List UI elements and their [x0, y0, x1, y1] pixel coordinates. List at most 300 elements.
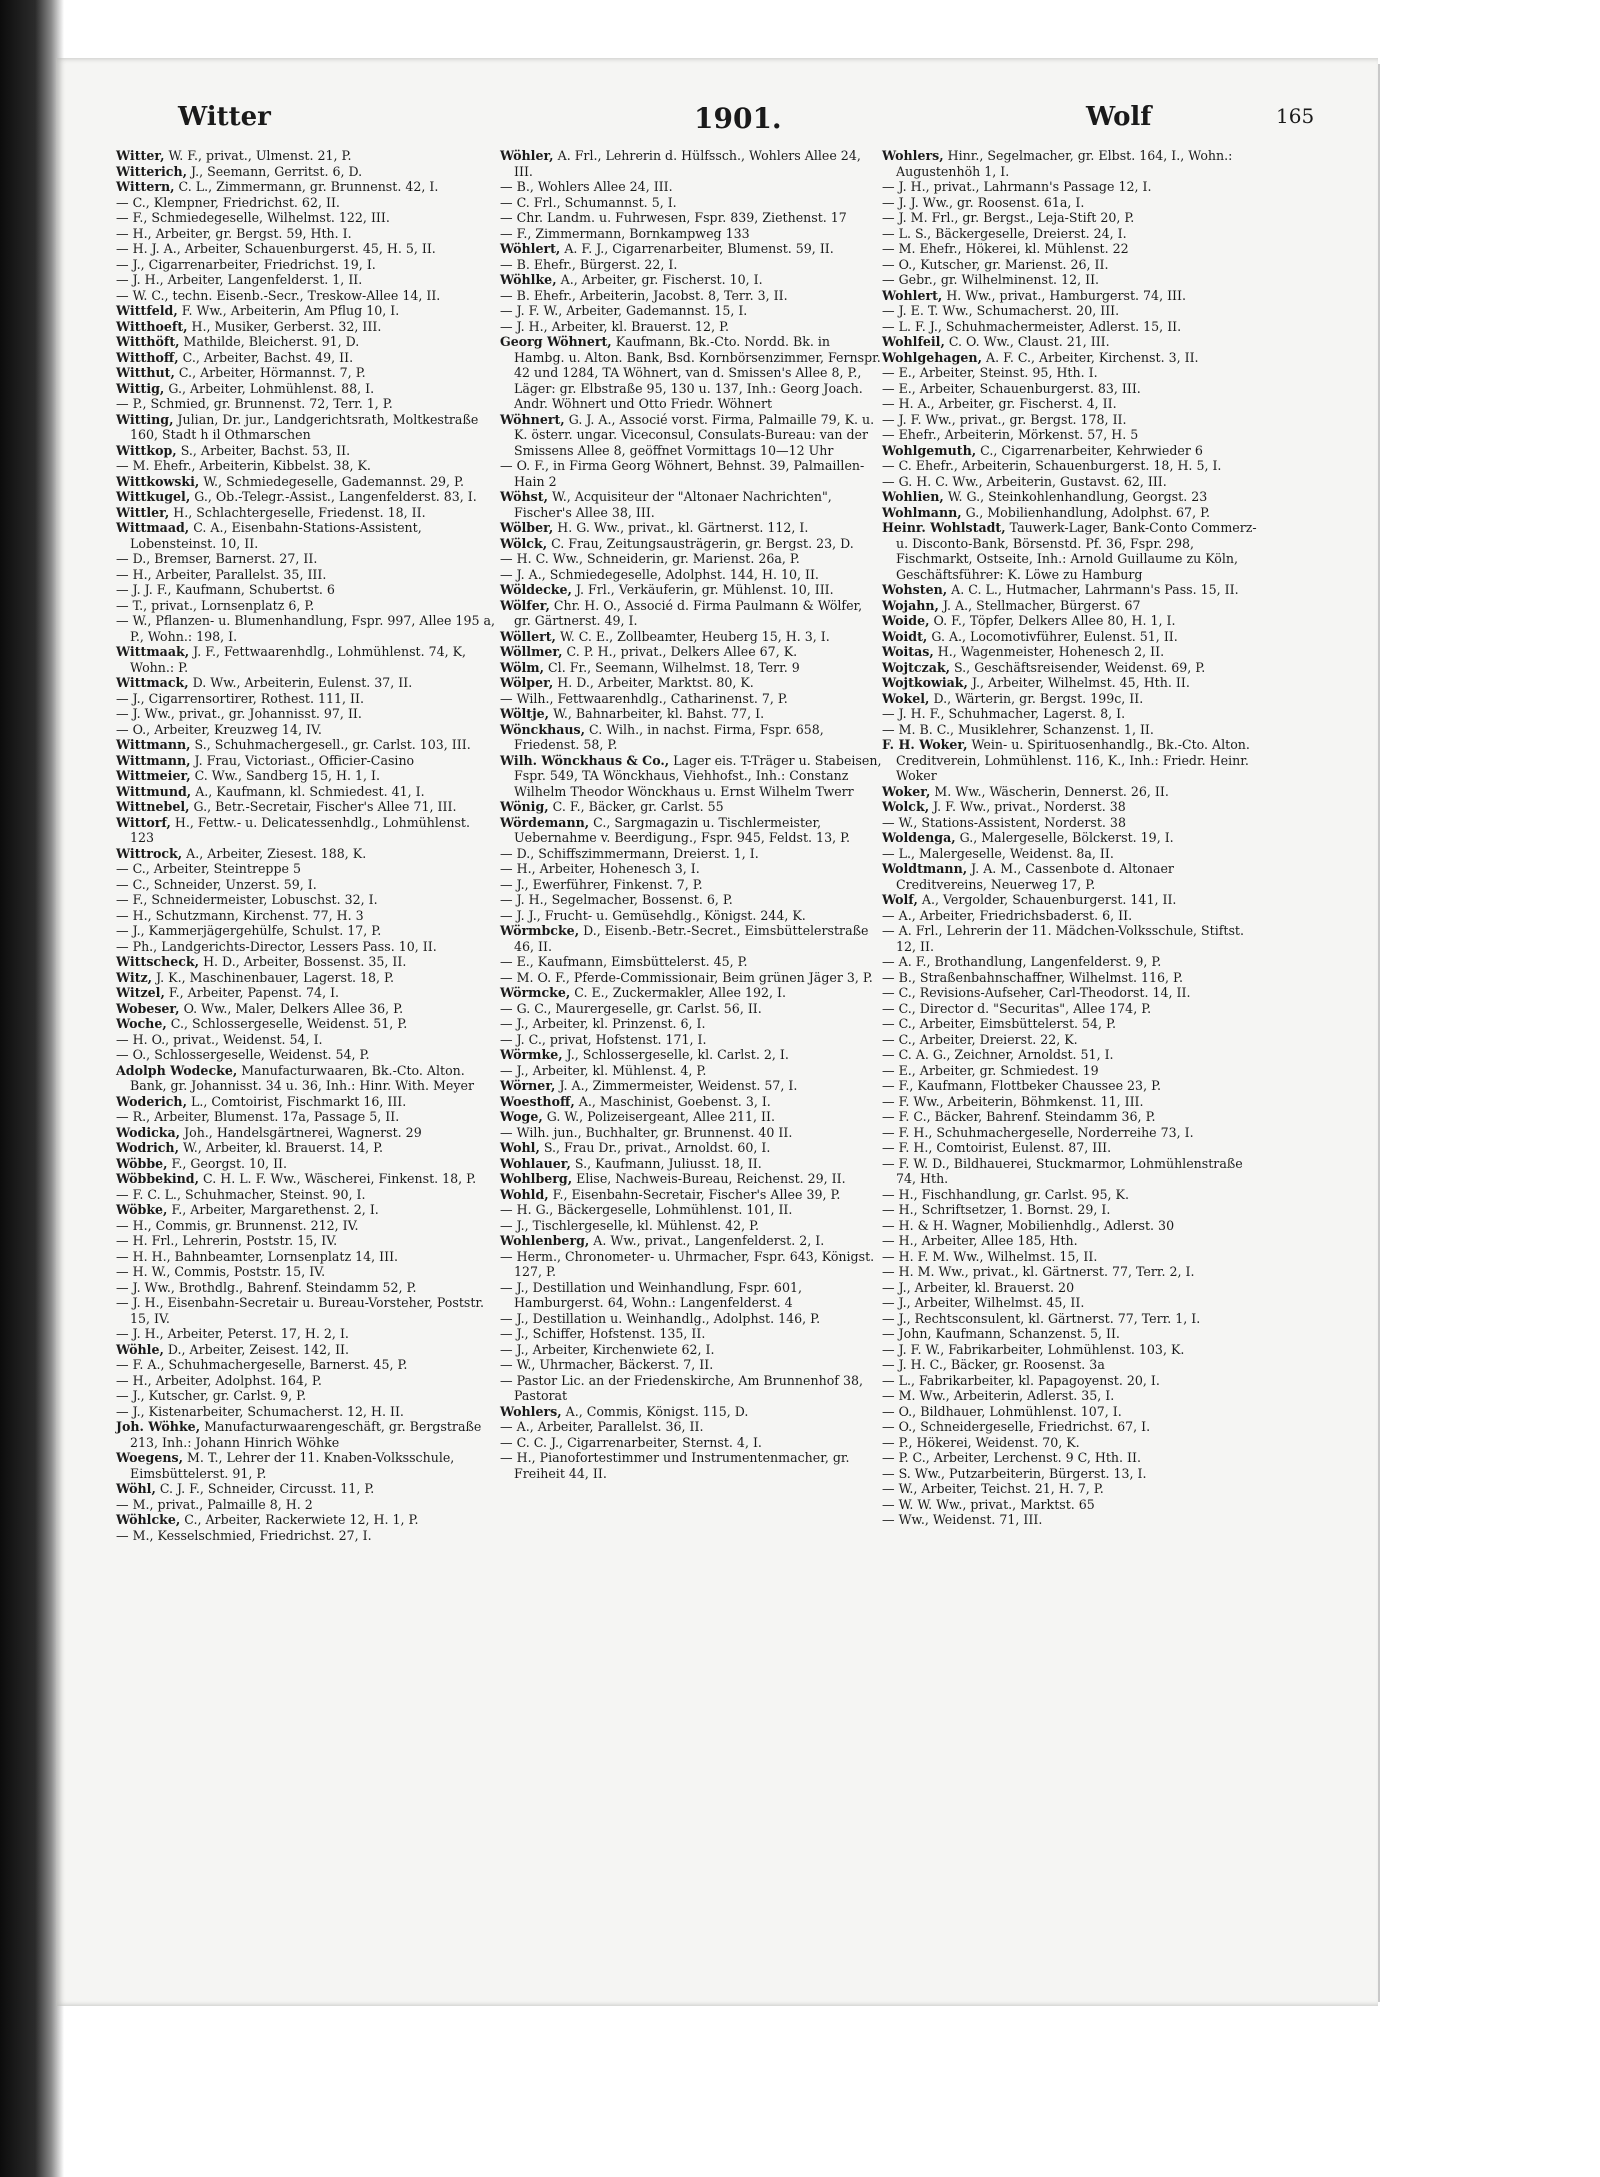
directory-entry [116, 1481, 498, 1497]
directory-entry [882, 1357, 1264, 1373]
directory-entry [116, 567, 498, 583]
directory-entry [500, 1233, 882, 1249]
entry-details: — C., Arbeiter, Steintreppe 5 [116, 861, 302, 876]
directory-entry [500, 241, 882, 257]
header-year: 1901. [694, 102, 782, 135]
entry-details: — M. Ehefr., Arbeiterin, Kibbelst. 38, K. [116, 458, 371, 473]
entry-surname: Woidt, [882, 628, 928, 644]
entry-details: A., Vergolder, Schauenburgerst. 141, II. [921, 892, 1177, 907]
entry-details: — Gebr., gr. Wilhelminenst. 12, II. [882, 272, 1100, 287]
entry-details: — H. Frl., Lehrerin, Poststr. 15, IV. [116, 1233, 338, 1248]
directory-entry [116, 1109, 498, 1125]
directory-entry [116, 288, 498, 304]
entry-details: — J. F. W., Fabrikarbeiter, Lohmühlenst. 103, K. [882, 1341, 1185, 1357]
entry-surname: Wöhl, [116, 1481, 156, 1496]
entry-details: M. Ww., Wäscherin, Dennerst. 26, II. [934, 783, 1169, 799]
directory-entry [500, 1435, 882, 1451]
entry-surname: Wöhst, [500, 489, 548, 504]
directory-entry [500, 272, 882, 288]
directory-entry [882, 1249, 1264, 1265]
entry-details: — J. J. Ww., gr. Roosenst. 61a, I. [882, 194, 1085, 210]
directory-entry [116, 1140, 498, 1156]
directory-entry [882, 722, 1264, 738]
directory-entry [882, 582, 1264, 598]
entry-surname: Witterich, [116, 163, 187, 179]
entry-surname: Wöllert, [500, 628, 556, 644]
entry-details: — C. C. J., Cigarrenarbeiter, Sternst. 4, I. [500, 1434, 762, 1450]
directory-entry [882, 179, 1264, 195]
directory-entry [500, 1001, 882, 1017]
entry-details: Kaufmann, Bk.-Cto. Nordd. Bk. in Hambg. u. Alton. Bank, Bsd. Kornbörsenzimmer, Fernspr. 42 und 1284, TA Wöhnert, van d. Smissen's Allee 8, P., Läger: gr. Elbstraße 95, 130 u. 137, Inh.: Georg Joach. Andr. Wöhnert und Otto Friedr. Wöhnert [514, 334, 881, 411]
entry-details: C. P. H., privat., Delkers Allee 67, K. [566, 644, 798, 659]
directory-entry [500, 846, 882, 862]
entry-surname: Wodrich, [116, 1140, 179, 1155]
directory-entry [500, 985, 882, 1001]
entry-surname: Wittmann, [116, 752, 191, 768]
directory-entry [116, 1171, 498, 1187]
entry-surname: Wokel, [882, 690, 930, 706]
entry-surname: Wittmund, [116, 783, 192, 799]
directory-entry [882, 660, 1264, 676]
entry-details: — J. M. Frl., gr. Bergst., Leja-Stift 20, P. [882, 210, 1135, 225]
entry-surname: Wittrock, [116, 845, 183, 861]
entry-details: — W. W. Ww., privat., Marktst. 65 [882, 1496, 1095, 1512]
entry-details: — M. B. C., Musiklehrer, Schanzenst. 1, II. [882, 721, 1154, 737]
directory-entry [116, 319, 498, 335]
entry-details: — E., Arbeiter, Steinst. 95, Hth. I. [882, 365, 1098, 380]
page-edge [1378, 64, 1380, 2002]
entry-surname: Wöltje, [500, 706, 550, 721]
entry-details: A., Arbeiter, Ziesest. 188, K. [186, 845, 367, 861]
entry-surname: Wölfer, [500, 597, 550, 613]
entry-surname: Wojtczak, [882, 659, 950, 675]
directory-entry [882, 1497, 1264, 1513]
entry-surname: Wittmaak, [116, 644, 190, 659]
entry-details: — W., Uhrmacher, Bäckerst. 7, II. [500, 1357, 714, 1372]
directory-entry [116, 1233, 498, 1249]
entry-details: — J. C., privat, Hofstenst. 171, I. [500, 1031, 707, 1047]
entry-surname: Woldtmann, [882, 861, 968, 876]
entry-details: — B., Straßenbahnschaffner, Wilhelmst. 116, P. [882, 969, 1183, 985]
entry-surname: Witzel, [116, 985, 165, 1000]
entry-details: D., Arbeiter, Zeisest. 142, II. [167, 1341, 350, 1357]
entry-details: C. H. L. F. Ww., Wäscherei, Finkenst. 18, P. [203, 1171, 477, 1186]
entry-details: C., Arbeiter, Hörmannst. 7, P. [178, 365, 366, 380]
directory-entry [500, 908, 882, 924]
entry-surname: Georg Wöhnert, [500, 334, 612, 349]
entry-details: — A. Frl., Lehrerin der 11. Mädchen-Volksschule, Stiftst. 12, II. [882, 923, 1244, 954]
entry-details: F. Ww., Arbeiterin, Am Pflug 10, I. [181, 303, 400, 318]
entry-details: Chr. H. O., Associé d. Firma Paulmann & Wölfer, gr. Gärtnerst. 49, I. [514, 597, 863, 628]
directory-entry [116, 644, 498, 675]
entry-details: — H., Fischhandlung, gr. Carlst. 95, K. [882, 1186, 1129, 1202]
directory-entry [882, 520, 1264, 582]
entry-details: D., Wärterin, gr. Bergst. 199c, II. [933, 690, 1144, 706]
entry-details: — J. J. F., Kaufmann, Schubertst. 6 [116, 582, 335, 597]
directory-entry [882, 1404, 1264, 1420]
directory-entry [882, 474, 1264, 490]
entry-details: — A., Arbeiter, Friedrichsbaderst. 6, II. [882, 907, 1133, 923]
directory-entry [882, 396, 1264, 412]
directory-entry [116, 458, 498, 474]
entry-details: W. G., Steinkohlenhandlung, Georgst. 23 [947, 489, 1208, 504]
directory-entry [882, 427, 1264, 443]
entry-details: Tauwerk-Lager, Bank-Conto Commerz- u. Disconto-Bank, Börsenstd. Pf. 36, Fspr. 298, Fischmarkt, Ostseite, Inh.: Arnold Guillaume zu Köln, Geschäftsführer: K. Löwe zu Hamburg [896, 520, 1257, 582]
directory-entry [882, 1450, 1264, 1466]
entry-details: C. Frau, Zeitungsausträgerin, gr. Bergst. 23, D. [551, 535, 854, 551]
entry-details: — J. H. F., Schuhmacher, Lagerst. 8, I. [882, 706, 1126, 721]
entry-details: — J. F. Ww., privat., gr. Bergst. 178, II. [882, 411, 1127, 427]
entry-details: S., Kaufmann, Juliusst. 18, II. [574, 1155, 762, 1171]
directory-entry [116, 722, 498, 738]
entry-details: — J., Schiffer, Hofstenst. 135, II. [500, 1326, 706, 1341]
entry-details: G., Arbeiter, Lohmühlenst. 88, I. [168, 380, 375, 396]
directory-entry [882, 272, 1264, 288]
book-binding-shadow [0, 0, 64, 2177]
entry-details: J. K., Maschinenbauer, Lagerst. 18, P. [156, 969, 394, 985]
directory-entry [500, 1280, 882, 1311]
entry-details: — J., Kistenarbeiter, Schumacherst. 12, H. II. [116, 1403, 404, 1419]
entry-details: — C. Ehefr., Arbeiterin, Schauenburgerst. 18, H. 5, I. [882, 458, 1222, 473]
directory-entry [500, 1326, 882, 1342]
entry-details: C. F., Bäcker, gr. Carlst. 55 [552, 799, 724, 814]
directory-entry [116, 505, 498, 521]
directory-entry [882, 1001, 1264, 1017]
entry-surname: Wojtkowiak, [882, 675, 968, 690]
directory-entry [882, 613, 1264, 629]
directory-entry [882, 1156, 1264, 1187]
directory-entry [500, 303, 882, 319]
entry-details: C., Arbeiter, Rackerwiete 12, H. 1, P. [184, 1512, 419, 1527]
entry-details: — H. C. Ww., Schneiderin, gr. Marienst. 26a, P. [500, 551, 800, 566]
entry-details: — H., Arbeiter, Adolphst. 164, P. [116, 1372, 322, 1388]
directory-entry [116, 1032, 498, 1048]
directory-entry [500, 877, 882, 893]
entry-details: C. J. F., Schneider, Circusst. 11, P. [159, 1481, 375, 1496]
entry-surname: Wöhler, [500, 148, 554, 163]
directory-entry [116, 443, 498, 459]
directory-entry [116, 892, 498, 908]
entry-details: C. O. Ww., Claust. 21, III. [948, 334, 1110, 349]
entry-details: W. F., privat., Ulmenst. 21, P. [168, 148, 352, 163]
directory-entry [882, 1063, 1264, 1079]
directory-entry [116, 551, 498, 567]
entry-surname: Wörmbcke, [500, 923, 580, 938]
entry-details: Wein- u. Spirituosenhandlg., Bk.-Cto. Alton. Creditverein, Lohmühlenst. 116, K., Inh.: Friedr. Heinr. Woker [896, 737, 1250, 783]
directory-entry [500, 458, 882, 489]
entry-surname: Wöhlke, [500, 272, 557, 287]
directory-entry [116, 1373, 498, 1389]
entry-details: — G. C., Maurergeselle, gr. Carlst. 56, II. [500, 1000, 762, 1016]
directory-entry [116, 195, 498, 211]
directory-entry [500, 675, 882, 691]
entry-details: — O., Bildhauer, Lohmühlenst. 107, I. [882, 1403, 1122, 1419]
entry-details: J. A. M., Cassenbote d. Altonaer Creditvereins, Neuerweg 17, P. [896, 861, 1174, 892]
entry-details: — J. H., privat., Lahrmann's Passage 12, I. [882, 179, 1152, 194]
directory-entry [500, 892, 882, 908]
entry-details: — T., privat., Lornsenplatz 6, P. [116, 597, 315, 613]
directory-entry [500, 1373, 882, 1404]
directory-entry [500, 257, 882, 273]
entry-surname: Wittmeier, [116, 768, 191, 783]
directory-entry [500, 644, 882, 660]
entry-surname: Wönig, [500, 799, 549, 814]
entry-details: — B. Ehefr., Arbeiterin, Jacobst. 8, Terr. 3, II. [500, 287, 788, 303]
directory-entry [882, 319, 1264, 335]
entry-details: H. Ww., privat., Hamburgerst. 74, III. [946, 287, 1187, 303]
entry-details: — M. O. F., Pferde-Commissionair, Beim grünen Jäger 3, P. [500, 969, 873, 985]
entry-surname: Wohlers, [882, 148, 944, 163]
directory-entry [500, 1311, 882, 1327]
entry-details: — F. C., Bäcker, Bahrenf. Steindamm 36, P. [882, 1109, 1156, 1124]
entry-details: — H., Schriftsetzer, 1. Bornst. 29, I. [882, 1202, 1111, 1217]
entry-surname: Adolph Wodecke, [116, 1062, 238, 1078]
entry-details: — C., Arbeiter, Dreierst. 22, K. [882, 1031, 1078, 1047]
directory-entry [882, 706, 1264, 722]
directory-entry [882, 381, 1264, 397]
directory-entry [882, 1481, 1264, 1497]
directory-entry [500, 706, 882, 722]
entry-surname: Witthoeft, [116, 318, 188, 334]
directory-entry [116, 846, 498, 862]
entry-surname: Wohlauer, [500, 1155, 571, 1171]
entry-details: — C., Arbeiter, Eimsbüttelerst. 54, P. [882, 1016, 1116, 1031]
directory-entry [116, 598, 498, 614]
entry-details: — F. C. L., Schuhmacher, Steinst. 90, I. [116, 1186, 366, 1202]
entry-details: — H., Arbeiter, Hohenesch 3, I. [500, 861, 700, 876]
page-header [116, 102, 1366, 142]
entry-details: C. A., Eisenbahn-Stations-Assistent, Lobensteinst. 10, II. [130, 520, 422, 551]
column-1 [116, 148, 498, 1543]
entry-details: — L., Fabrikarbeiter, kl. Papagoyenst. 20, I. [882, 1372, 1160, 1388]
entry-details: — W. C., techn. Eisenb.-Secr., Treskow-Allee 14, II. [116, 287, 441, 303]
directory-entry [500, 195, 882, 211]
directory-entry [882, 412, 1264, 428]
entry-details: H., Fettw.- u. Delicatessenhdlg., Lohmühlenst. 123 [130, 814, 470, 845]
entry-details: — H., Arbeiter, gr. Bergst. 59, Hth. I. [116, 225, 352, 241]
entry-details: G. W., Polizeisergeant, Allee 211, II. [546, 1109, 776, 1124]
entry-surname: Witz, [116, 969, 153, 985]
entry-details: — F. W. D., Bildhauerei, Stuckmarmor, Lohmühlenstraße 74, Hth. [882, 1155, 1243, 1186]
entry-surname: Wöbke, [116, 1202, 168, 1217]
directory-entry [116, 520, 498, 551]
directory-entry [500, 861, 882, 877]
directory-entry [882, 1512, 1264, 1528]
entry-details: — J., Ewerführer, Finkenst. 7, P. [500, 876, 703, 892]
directory-entry [116, 1404, 498, 1420]
directory-entry [500, 520, 882, 536]
entry-surname: Witting, [116, 411, 174, 427]
entry-surname: Wöllmer, [500, 644, 563, 659]
directory-entry [116, 179, 498, 195]
entry-details: C. Wilh., in nachst. Firma, Fspr. 658, Friedenst. 58, P. [514, 721, 824, 752]
entry-surname: Wohlgemuth, [882, 442, 977, 458]
entry-details: — J. F. W., Arbeiter, Gademannst. 15, I. [500, 303, 748, 318]
directory-entry [116, 706, 498, 722]
directory-entry [116, 954, 498, 970]
entry-surname: Wilh. Wönckhaus & Co., [500, 752, 670, 768]
directory-entry [116, 350, 498, 366]
directory-entry [116, 908, 498, 924]
entry-details: H. D., Arbeiter, Bossenst. 35, II. [203, 954, 407, 969]
entry-details: — H., Arbeiter, Allee 185, Hth. [882, 1233, 1078, 1248]
directory-entry [882, 1016, 1264, 1032]
directory-entry [500, 954, 882, 970]
entry-details: G. J. A., Associé vorst. Firma, Palmaille 79, K. u. K. österr. ungar. Viceconsul, Consulats-Bureau: van der Smissens Allee 8, geöffnet Vormittags 10—12 Uhr [514, 411, 875, 458]
entry-details: — W., Arbeiter, Teichst. 21, H. 7, P. [882, 1481, 1104, 1496]
directory-entry [882, 629, 1264, 645]
page-number: 165 [1276, 104, 1315, 128]
directory-entry [500, 1249, 882, 1280]
entry-details: — L. S., Bäckergeselle, Dreierst. 24, I. [882, 225, 1127, 241]
entry-surname: Witthoff, [116, 349, 179, 365]
entry-details: Lager eis. T-Träger u. Stabeisen, Fspr. 549, TA Wönckhaus, Viehhofst., Inh.: Constanz Wilhelm Theodor Wönckhaus u. Ernst Wilhelm Twerr [514, 752, 882, 799]
directory-entry [500, 489, 882, 520]
entry-details: — J. J., Frucht- u. Gemüsehdlg., Königst. 244, K. [500, 907, 806, 923]
directory-entry [882, 365, 1264, 381]
directory-entry [500, 334, 882, 412]
entry-details: — J., Arbeiter, Kirchenwiete 62, I. [500, 1341, 715, 1357]
directory-entry [116, 272, 498, 288]
entry-details: — Wilh. jun., Buchhalter, gr. Brunnenst. 40 II. [500, 1124, 793, 1140]
entry-surname: Wöhlcke, [116, 1512, 181, 1527]
entry-details: — J., Rechtsconsulent, kl. Gärtnerst. 77, Terr. 1, I. [882, 1310, 1201, 1326]
entry-details: — D., Bremser, Barnerst. 27, II. [116, 551, 318, 566]
entry-details: — F. A., Schuhmachergeselle, Barnerst. 45, P. [116, 1357, 408, 1372]
directory-entry [500, 1140, 882, 1156]
entry-surname: Woegens, [116, 1450, 183, 1465]
directory-entry [882, 1125, 1264, 1141]
entry-details: W., Arbeiter, kl. Brauerst. 14, P. [182, 1140, 384, 1155]
entry-details: — P., Schmied, gr. Brunnenst. 72, Terr. 1, P. [116, 396, 393, 411]
entry-surname: Heinr. Wohlstadt, [882, 520, 1006, 535]
entry-details: — J., Kutscher, gr. Carlst. 9, P. [116, 1388, 307, 1403]
directory-entry [882, 1435, 1264, 1451]
entry-surname: Wittkugel, [116, 489, 191, 504]
directory-entry [882, 1078, 1264, 1094]
directory-entry [116, 923, 498, 939]
entry-surname: Wörmcke, [500, 985, 571, 1000]
entry-details: — H., Arbeiter, Parallelst. 35, III. [116, 566, 327, 582]
directory-entry [500, 1202, 882, 1218]
directory-entry [882, 505, 1264, 521]
entry-details: — J. H., Arbeiter, Peterst. 17, H. 2, I. [116, 1326, 349, 1341]
entry-details: — R., Arbeiter, Blumenst. 17a, Passage 5, II. [116, 1109, 400, 1124]
directory-entry [500, 179, 882, 195]
entry-surname: F. H. Woker, [882, 737, 968, 752]
entry-details: G., Mobilienhandlung, Adolphst. 67, P. [965, 504, 1210, 520]
directory-entry [116, 1342, 498, 1358]
entry-details: H., Wagenmeister, Hohenesch 2, II. [937, 644, 1165, 659]
directory-entry [500, 582, 882, 598]
entry-details: D. Ww., Arbeiterin, Eulenst. 37, II. [192, 675, 413, 690]
entry-details: G., Malergeselle, Bölckerst. 19, I. [959, 830, 1174, 845]
entry-details: H. G. Ww., privat., kl. Gärtnerst. 112, I. [557, 520, 809, 535]
entry-details: A., Arbeiter, gr. Fischerst. 10, I. [560, 272, 763, 287]
entry-details: Joh., Handelsgärtnerei, Wagnerst. 29 [184, 1124, 422, 1140]
entry-details: — J. H., Arbeiter, Langenfelderst. 1, II. [116, 272, 363, 287]
entry-details: — O., Schneidergeselle, Friedrichst. 67, I. [882, 1419, 1151, 1434]
entry-details: Manufacturwaarengeschäft, gr. Bergstraße 213, Inh.: Johann Hinrich Wöhke [130, 1419, 482, 1450]
directory-entry [116, 861, 498, 877]
directory-entry [116, 1016, 498, 1032]
entry-details: Cl. Fr., Seemann, Wilhelmst. 18, Terr. 9 [548, 659, 800, 675]
entry-details: A. Frl., Lehrerin d. Hülfssch., Wohlers Allee 24, III. [514, 148, 861, 179]
entry-surname: Wittmann, [116, 737, 191, 752]
directory-entry [882, 815, 1264, 831]
directory-entry [116, 474, 498, 490]
directory-entry [500, 815, 882, 846]
directory-entry [116, 226, 498, 242]
entry-details: — O., Kutscher, gr. Marienst. 26, II. [882, 256, 1109, 272]
entry-details: C. Ww., Sandberg 15, H. 1, I. [194, 768, 380, 783]
directory-entry [882, 288, 1264, 304]
directory-entry [500, 226, 882, 242]
directory-entry [500, 1109, 882, 1125]
entry-details: — O., Schlossergeselle, Weidenst. 54, P. [116, 1047, 370, 1062]
directory-entry [500, 412, 882, 459]
directory-entry [500, 660, 882, 676]
directory-entry [882, 1233, 1264, 1249]
entry-surname: Wobeser, [116, 1000, 180, 1016]
directory-entry [500, 210, 882, 226]
entry-surname: Witthut, [116, 365, 175, 380]
entry-surname: Wönckhaus, [500, 721, 586, 737]
entry-details: — P., Hökerei, Weidenst. 70, K. [882, 1434, 1080, 1450]
directory-entry [500, 1016, 882, 1032]
entry-details: — J., Arbeiter, kl. Mühlenst. 4, P. [500, 1062, 707, 1078]
directory-entry [882, 598, 1264, 614]
entry-details: — Ehefr., Arbeiterin, Mörkenst. 57, H. 5 [882, 427, 1139, 442]
directory-entry [882, 970, 1264, 986]
entry-details: F., Eisenbahn-Secretair, Fischer's Allee 39, P. [552, 1186, 841, 1202]
entry-surname: Wohlfeil, [882, 334, 945, 349]
entry-surname: Witter, [116, 148, 165, 163]
entry-surname: Wodicka, [116, 1124, 181, 1140]
entry-details: — E., Arbeiter, gr. Schmiedest. 19 [882, 1062, 1099, 1078]
directory-entry [500, 1342, 882, 1358]
directory-entry [882, 148, 1264, 179]
entry-surname: Woderich, [116, 1093, 187, 1109]
directory-entry [116, 970, 498, 986]
directory-entry [500, 1404, 882, 1420]
directory-entry [500, 923, 882, 954]
entry-details: — F., Kaufmann, Flottbeker Chaussee 23, P. [882, 1078, 1161, 1093]
entry-surname: Wohlmann, [882, 504, 962, 520]
directory-entry [882, 985, 1264, 1001]
directory-entry [116, 877, 498, 893]
entry-details: — J. Ww., Brothdlg., Bahrenf. Steindamm 52, P. [116, 1279, 417, 1295]
directory-entry [500, 1063, 882, 1079]
directory-entry [116, 1125, 498, 1141]
entry-details: S., Schuhmachergesell., gr. Carlst. 103, III. [194, 737, 471, 752]
entry-details: C., Arbeiter, Bachst. 49, II. [182, 349, 354, 365]
column-2 [500, 148, 882, 1481]
entry-surname: Joh. Wöhke, [116, 1419, 201, 1434]
directory-entry [500, 1218, 882, 1234]
directory-entry [116, 1326, 498, 1342]
directory-entry [882, 1187, 1264, 1203]
entry-details: — D., Schiffszimmermann, Dreierst. 1, I. [500, 845, 759, 861]
directory-entry [882, 1280, 1264, 1296]
directory-entry [116, 257, 498, 273]
directory-entry [500, 1171, 882, 1187]
header-right-keyword: Wolf [1086, 102, 1152, 132]
entry-surname: Wittkowski, [116, 473, 200, 489]
entry-details: O. F., Töpfer, Delkers Allee 80, H. 1, I. [933, 613, 1176, 628]
entry-details: — H. O., privat., Weidenst. 54, I. [116, 1031, 323, 1047]
directory-entry [116, 815, 498, 846]
